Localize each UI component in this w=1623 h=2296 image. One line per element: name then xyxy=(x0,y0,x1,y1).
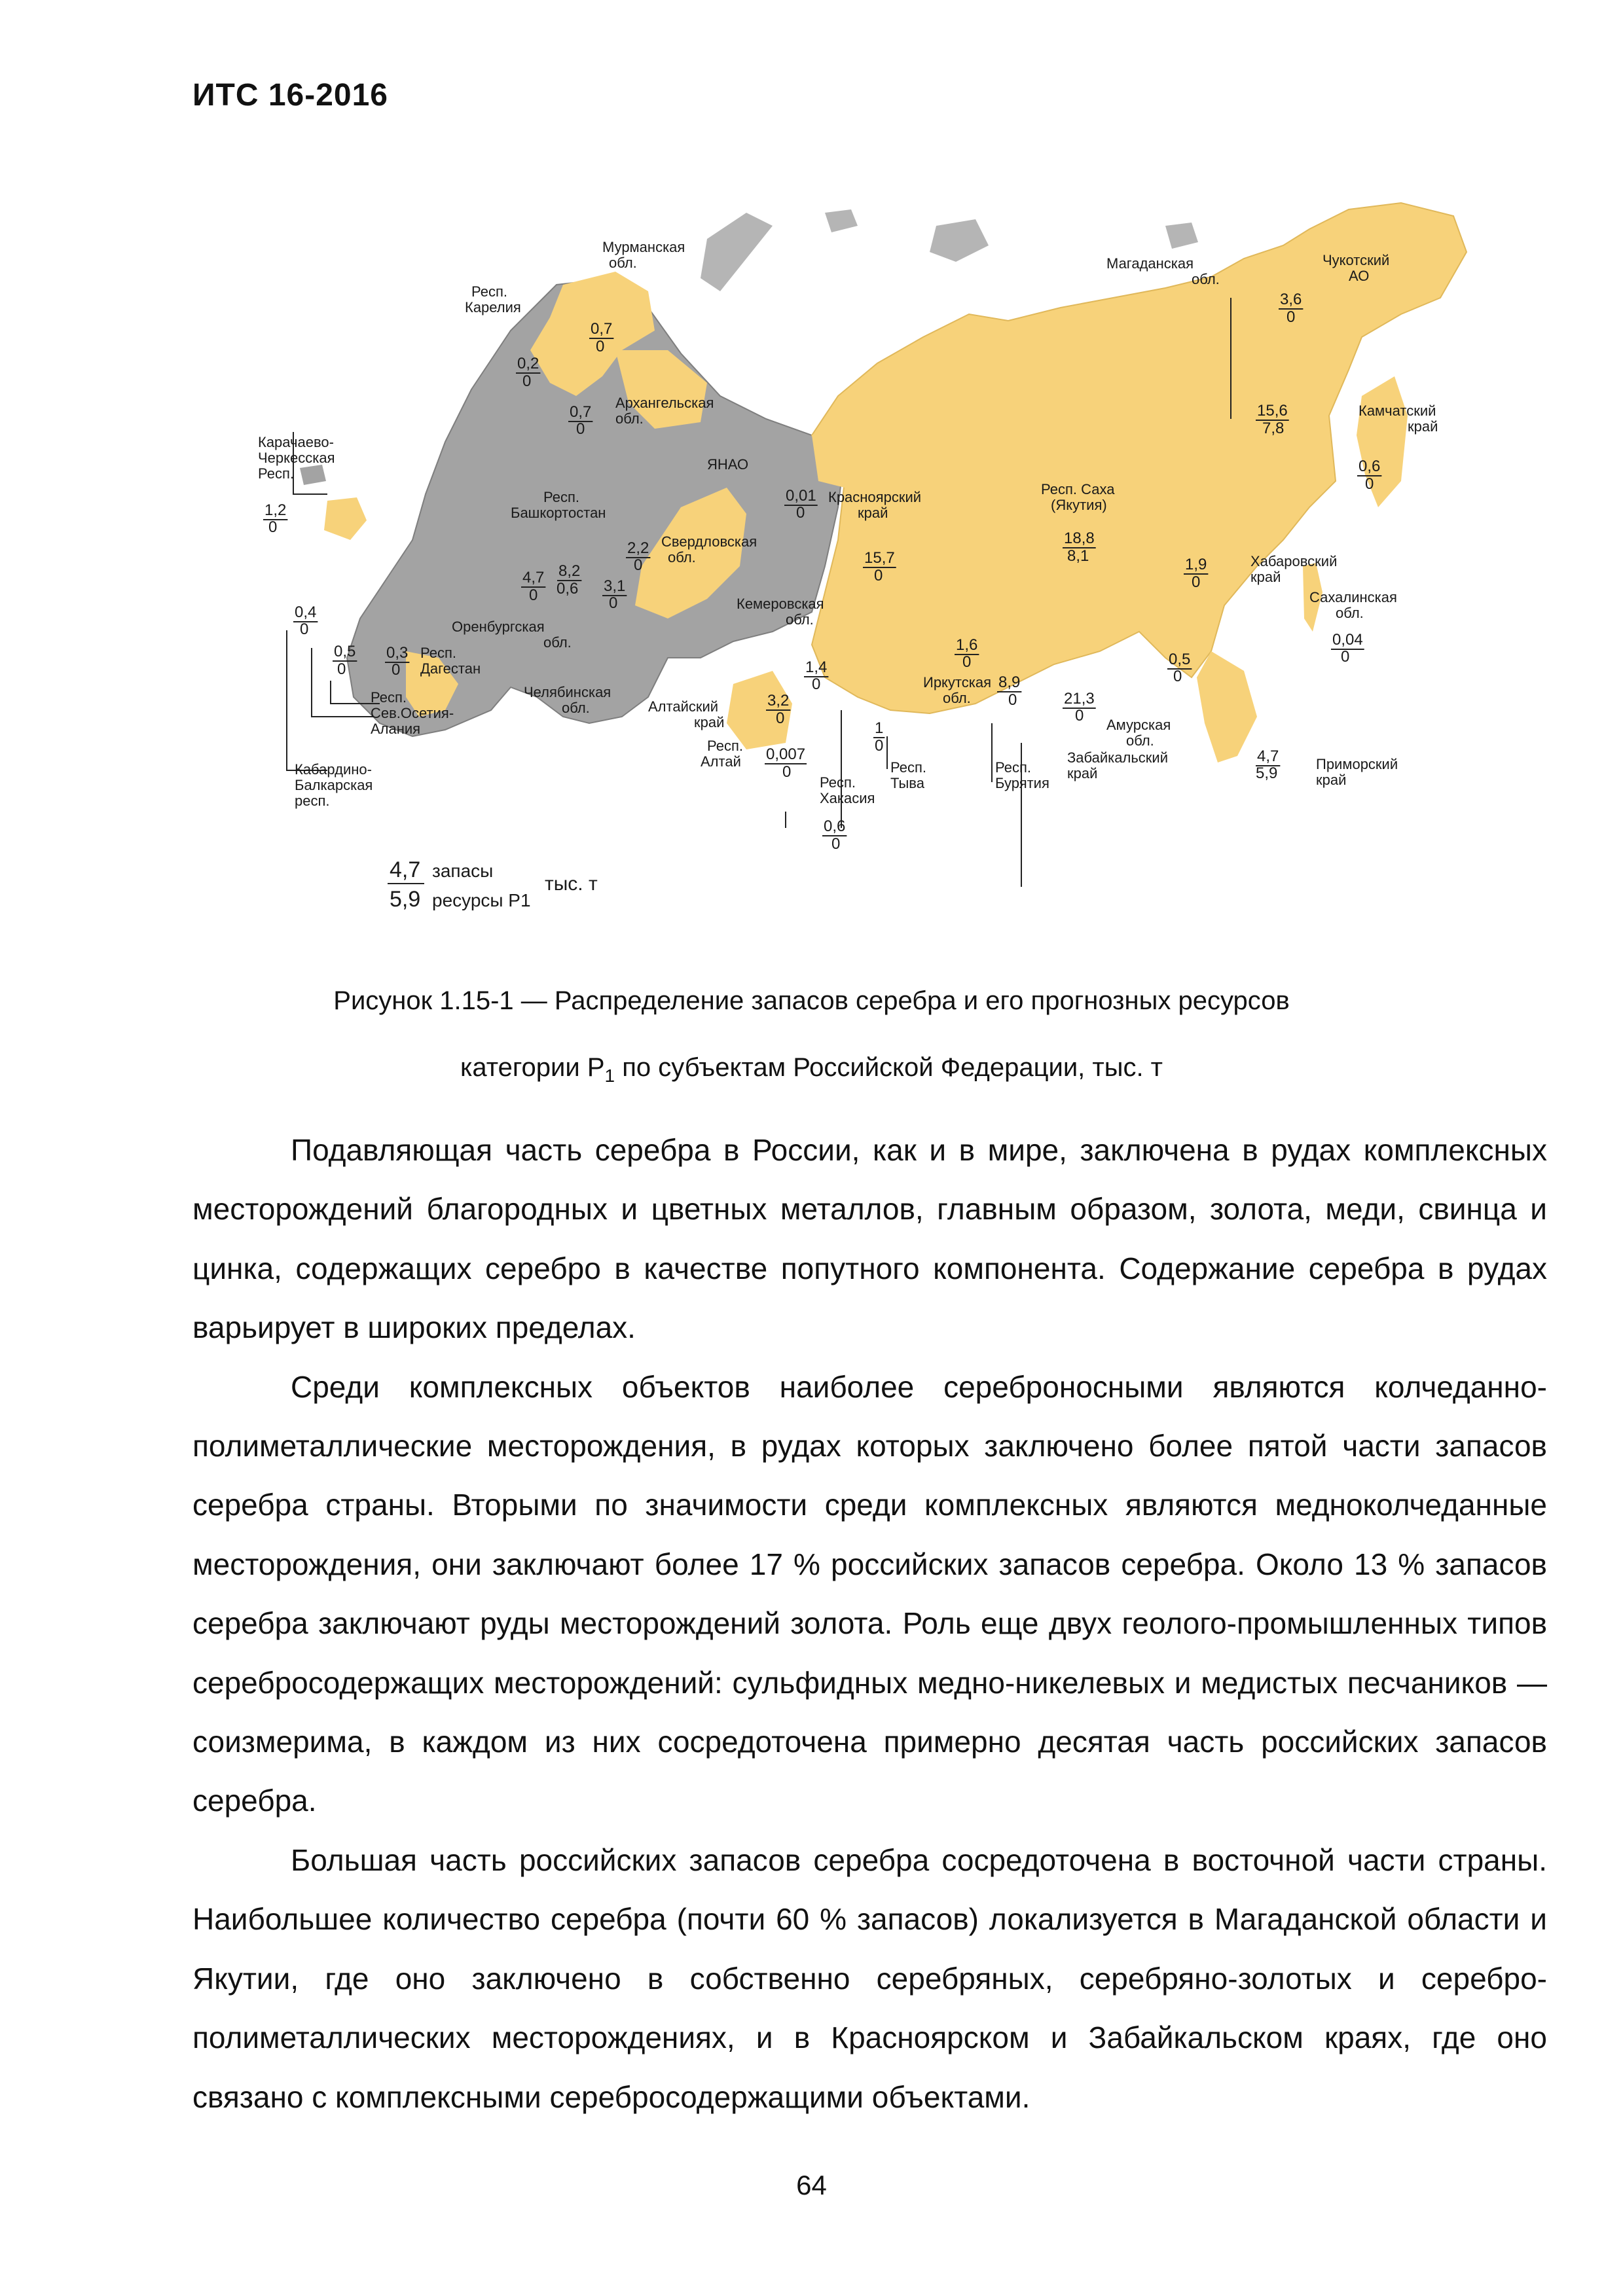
value-top: 15,6 xyxy=(1257,402,1288,420)
label: обл. xyxy=(543,634,572,651)
value-bottom: 0 xyxy=(300,620,309,638)
label: Респ. xyxy=(371,689,407,706)
value-top: 1,4 xyxy=(805,658,828,676)
region-khakassia xyxy=(820,774,875,853)
label: край xyxy=(858,505,888,521)
label: обл. xyxy=(609,255,637,271)
value-bottom: 5,9 xyxy=(1256,764,1278,782)
region-primorsky xyxy=(1256,747,1398,788)
karachay-shape xyxy=(324,497,367,540)
value-top: 0,3 xyxy=(386,644,409,662)
value-top: 0,2 xyxy=(517,355,539,372)
label: обл. xyxy=(668,549,696,565)
value-bottom: 0 xyxy=(875,737,884,755)
label: Респ. xyxy=(258,465,294,482)
value-top: 4,7 xyxy=(522,569,545,586)
label: Кемеровская xyxy=(737,596,824,612)
label: край xyxy=(1408,418,1438,435)
label: край xyxy=(1250,569,1281,585)
region-tyva xyxy=(873,719,926,791)
value-top: 0,007 xyxy=(766,745,806,763)
value-top: 2,2 xyxy=(627,539,649,557)
new-siberian-islands-shape xyxy=(1165,223,1198,249)
value-bottom: 0 xyxy=(796,504,805,522)
value-top: 0,7 xyxy=(591,320,613,338)
value-top: 0,6 xyxy=(1359,457,1381,475)
label: респ. xyxy=(295,793,330,809)
value-bottom: 0 xyxy=(529,586,538,604)
value-top: 0,4 xyxy=(295,603,317,621)
label: Респ. xyxy=(707,738,743,754)
label: Карелия xyxy=(465,299,521,315)
region-karachay xyxy=(258,434,335,536)
value-bottom: 0 xyxy=(576,420,585,438)
value-bottom: 7,8 xyxy=(1262,420,1285,437)
value-bottom: 0 xyxy=(337,660,346,678)
value-top: 21,3 xyxy=(1064,690,1095,708)
label: Бурятия xyxy=(995,775,1049,791)
novaya-zemlya-shape xyxy=(701,213,773,291)
caption-prefix: категории Р xyxy=(460,1053,605,1082)
label: край xyxy=(694,714,725,730)
label: Приморский xyxy=(1316,756,1398,772)
value-top: 8,2 xyxy=(558,562,581,580)
label: Карачаево- xyxy=(258,434,334,450)
label: Хакасия xyxy=(820,790,875,806)
label: Свердловская xyxy=(661,533,757,550)
label: обл. xyxy=(943,690,971,706)
value-top: 3,2 xyxy=(767,692,790,709)
value-bottom: 0 xyxy=(1341,648,1350,666)
value-bottom: 0 xyxy=(1173,668,1182,685)
caption-subscript: 1 xyxy=(604,1066,615,1086)
label: обл. xyxy=(1126,732,1154,749)
region-amur xyxy=(1106,651,1192,749)
label: обл. xyxy=(615,410,644,427)
region-sakhalin xyxy=(1309,589,1397,666)
value-bottom: 0 xyxy=(812,675,821,693)
value-top: 0,5 xyxy=(334,643,356,660)
value-bottom: 0 xyxy=(831,835,841,853)
label: край xyxy=(1067,765,1098,781)
value-top: 0,04 xyxy=(1332,631,1363,649)
severnaya-zemlya-shape xyxy=(930,219,989,262)
label: Черкесская xyxy=(258,450,335,466)
label: Алтай xyxy=(701,753,741,770)
legend-unit: тыс. т xyxy=(545,873,598,895)
legend-top-value: 4,7 xyxy=(390,857,421,882)
label: Амурская xyxy=(1106,717,1171,733)
legend-top-label: запасы xyxy=(432,861,494,881)
value-top: 18,8 xyxy=(1064,529,1095,547)
label: обл. xyxy=(1336,605,1364,621)
russia-silver-map xyxy=(249,200,1480,939)
label: Алтайский xyxy=(648,698,719,715)
label: Респ. xyxy=(543,489,579,505)
label: Дагестан xyxy=(420,660,481,677)
value-bottom: 0,6 xyxy=(556,580,579,598)
paragraph: Большая часть российских запасов серебра сосредоточена в восточной части страны. Наибольшее количество серебра (почти 60 % запасов) локализуется в Магаданской области и Якутии, где оно заключено в собственно серебряных, серебряно-золотых и серебро-полиметаллических месторождениях, и в Красноярском и Забайкальском краях, где оно связано с комплексными сереброcодержащими объектами. xyxy=(192,1842,1547,2114)
value-top: 3,6 xyxy=(1280,291,1302,308)
primorye-shape xyxy=(1197,651,1257,762)
value-top: 0,6 xyxy=(824,817,846,835)
label: Архангельская xyxy=(615,395,714,411)
value-bottom: 0 xyxy=(1075,707,1084,725)
label: обл. xyxy=(562,700,590,716)
value-top: 1,9 xyxy=(1185,556,1207,573)
label: Респ. xyxy=(890,759,926,776)
paragraph: Подавляющая часть серебра в России, как и в мире, заключена в рудах комплексных месторождений благородных и цветных металлов, главным образом, золота, меди, свинца и цинка, содержащих серебро в качестве попутного компонента. Содержание серебра в рудах варьирует в широких пределах. xyxy=(192,1133,1547,1345)
label: Респ. xyxy=(471,283,507,300)
legend-bottom-label: ресурсы Р1 xyxy=(432,890,531,910)
figure-caption-line1: Рисунок 1.15-1 — Распределение запасов серебра и его прогнозных ресурсов xyxy=(333,986,1290,1015)
document-code: ИТС 16-2016 xyxy=(192,78,388,113)
page-number: 64 xyxy=(796,2170,827,2200)
value-top: 1,2 xyxy=(264,501,287,519)
value-top: 0,7 xyxy=(570,403,592,421)
label: Кабардино- xyxy=(295,761,372,778)
value-bottom: 0 xyxy=(522,372,532,390)
body-text xyxy=(192,1121,1547,2126)
kaliningrad-shape xyxy=(300,465,326,485)
label: Хабаровский xyxy=(1250,553,1338,569)
label: Респ. Саха xyxy=(1041,481,1115,497)
label: край xyxy=(1316,772,1347,788)
value-top: 0,5 xyxy=(1169,651,1191,668)
label: ЯНАО xyxy=(707,456,749,473)
label: Алания xyxy=(371,721,421,737)
map-legend xyxy=(388,857,598,912)
label: Магаданская xyxy=(1106,255,1194,272)
caption-suffix: по субъектам Российской Федерации, тыс. т xyxy=(615,1053,1163,1082)
label: Челябинская xyxy=(524,684,611,700)
value-bottom: 0 xyxy=(609,594,618,612)
label: Башкортостан xyxy=(511,505,606,521)
legend-bottom-value: 5,9 xyxy=(390,887,421,912)
value-bottom: 0 xyxy=(1365,475,1374,493)
label: Камчатский xyxy=(1359,403,1436,419)
value-top: 3,1 xyxy=(604,577,626,595)
label: Мурманская xyxy=(602,239,685,255)
value-bottom: 0 xyxy=(1192,573,1201,591)
map-svg xyxy=(249,200,1480,939)
value-bottom: 0 xyxy=(268,518,278,536)
value-top: 15,7 xyxy=(864,549,895,567)
label: Чукотский xyxy=(1322,252,1390,268)
label: Респ. xyxy=(420,645,456,661)
value-bottom: 0 xyxy=(776,709,785,727)
value-bottom: 0 xyxy=(634,556,643,574)
value-bottom: 8,1 xyxy=(1067,547,1089,565)
label: Забайкальский xyxy=(1067,749,1168,766)
value-bottom: 0 xyxy=(782,763,792,781)
label: Респ. xyxy=(820,774,856,791)
label: обл. xyxy=(1192,271,1220,287)
value-top: 1 xyxy=(875,719,884,737)
label: обл. xyxy=(786,611,814,628)
value-bottom: 0 xyxy=(962,653,972,671)
value-top: 8,9 xyxy=(998,673,1021,691)
franz-josef-shape xyxy=(825,209,858,232)
label: Балкарская xyxy=(295,777,373,793)
value-top: 0,01 xyxy=(786,487,816,505)
label: Сахалинская xyxy=(1309,589,1397,605)
value-bottom: 0 xyxy=(596,338,605,355)
label: Тыва xyxy=(890,775,924,791)
value-top: 4,7 xyxy=(1257,747,1279,765)
value-top: 1,6 xyxy=(956,636,978,654)
label: Красноярский xyxy=(828,489,922,505)
label: АО xyxy=(1349,268,1370,284)
kamchatka-shape xyxy=(1357,376,1408,507)
value-bottom: 0 xyxy=(392,661,401,679)
paragraph: Среди комплексных объектов наиболее сереброносными являются колчеданно-полиметаллические месторождения, в рудах которых заключено более пятой части запасов серебра страны. Вторыми по значимости среди комплексных являются медноколчеданные месторождения, они заключают более 17 % российских запасов серебра. Около 13 % запасов серебра заключают руды месторождений золота. Роль еще двух геолого-промышленных типов сереброcодержащих месторождений: сульфидных медно-никелевых и медистых песчаников — соизмерима, в каждом из них сосредоточена примерно десятая часть российских запасов серебра. xyxy=(192,1369,1547,1818)
label: Оренбургская xyxy=(452,619,545,635)
label: (Якутия) xyxy=(1051,497,1107,513)
value-bottom: 0 xyxy=(1286,308,1296,326)
figure-caption-line2 xyxy=(192,1050,1431,1088)
label: Респ. xyxy=(995,759,1031,776)
region-buryatia xyxy=(995,673,1049,791)
value-bottom: 0 xyxy=(874,567,883,584)
label: Иркутская xyxy=(923,674,992,691)
value-bottom: 0 xyxy=(1008,691,1017,709)
label: Сев.Осетия- xyxy=(371,705,454,721)
